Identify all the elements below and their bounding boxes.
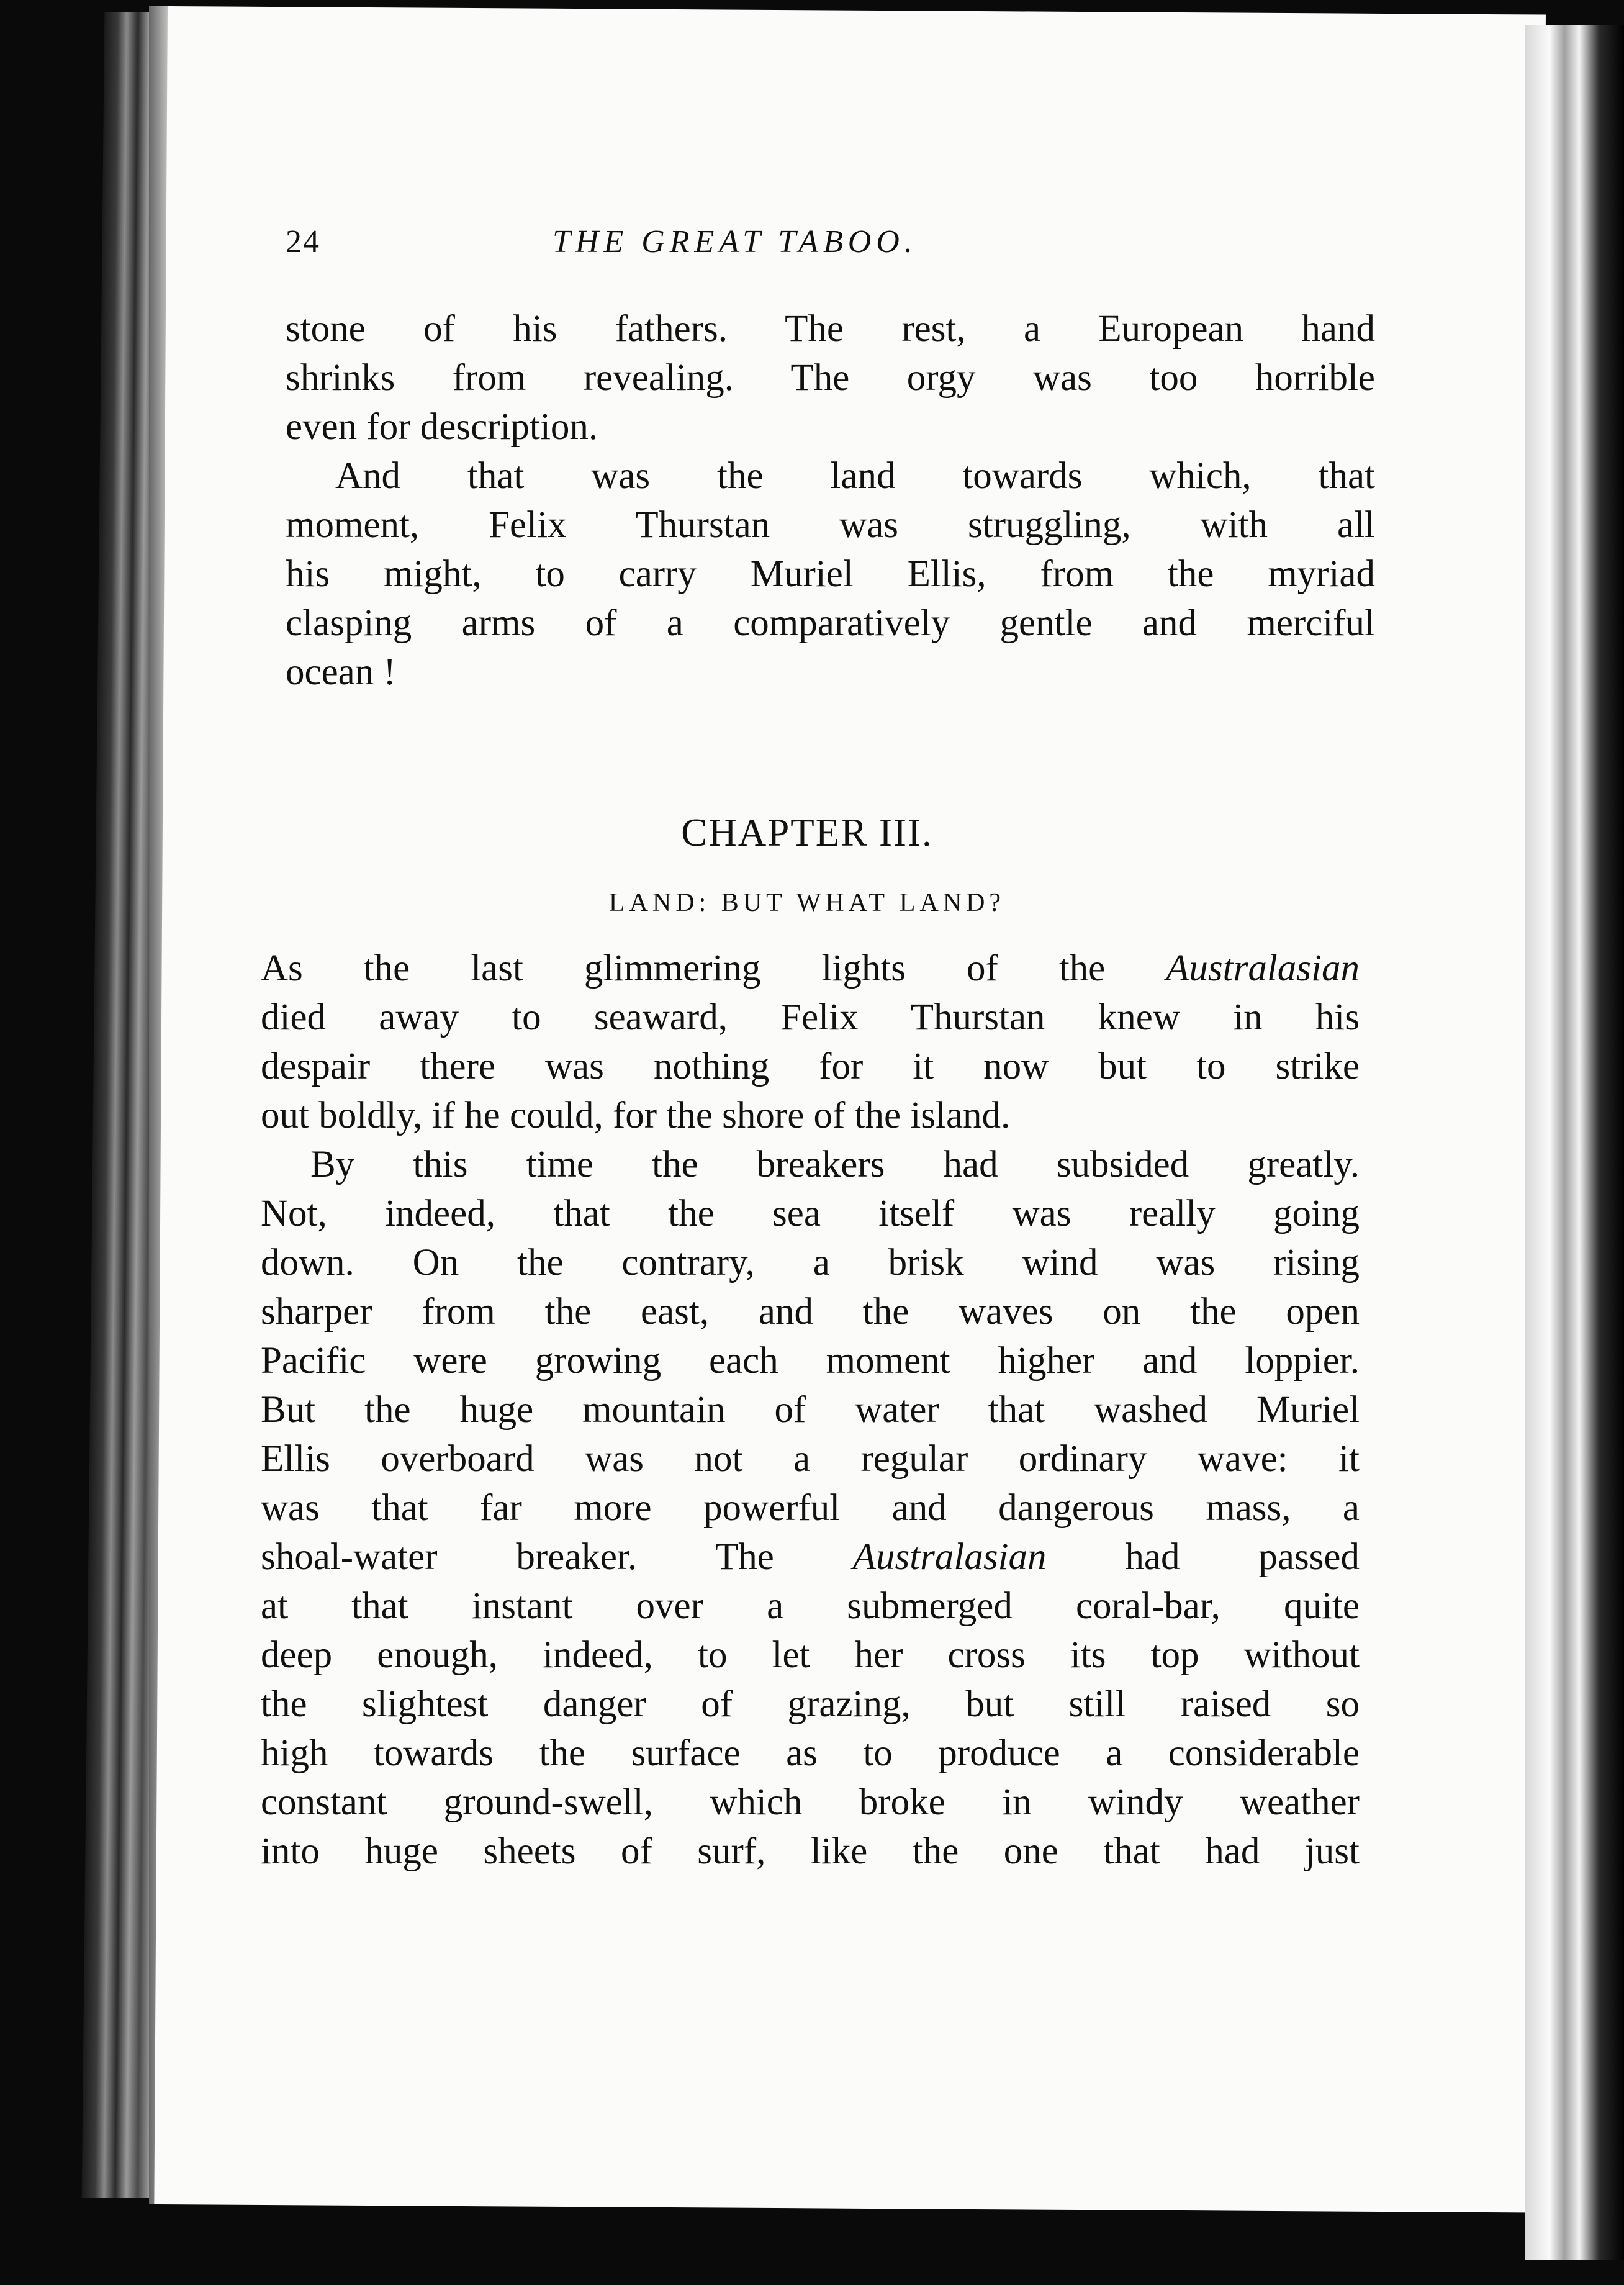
top-text-block bbox=[286, 304, 1375, 697]
text-line: deep enough, indeed, to let her cross its top without bbox=[261, 1634, 1360, 1676]
text-span: shoal-water breaker. The bbox=[261, 1536, 853, 1578]
text-line: shrinks from revealing. The orgy was too horrible bbox=[286, 357, 1375, 399]
text-line bbox=[261, 944, 1360, 993]
chapter-heading: CHAPTER III. bbox=[681, 811, 933, 854]
text-line: stone of his fathers. The rest, a European hand bbox=[286, 308, 1375, 350]
text-line: died away to seaward, Felix Thurstan knew in his bbox=[261, 997, 1360, 1038]
text-line: high towards the surface as to produce a considerable bbox=[261, 1732, 1360, 1774]
text-line: moment, Felix Thurstan was struggling, with all bbox=[286, 504, 1375, 546]
running-title: THE GREAT TABOO. bbox=[553, 224, 918, 260]
text-line: constant ground-swell, which broke in windy weather bbox=[261, 1781, 1360, 1823]
page-number: 24 bbox=[286, 224, 320, 260]
text-line: But the huge mountain of water that washed Muriel bbox=[261, 1389, 1360, 1431]
text-line: the slightest danger of grazing, but still raised so bbox=[261, 1683, 1360, 1725]
text-line: out boldly, if he could, for the shore of the island. bbox=[261, 1095, 1011, 1136]
text-line: sharper from the east, and the waves on the open bbox=[261, 1291, 1360, 1333]
text-line: down. On the contrary, a brisk wind was rising bbox=[261, 1242, 1360, 1283]
paragraph bbox=[261, 944, 1360, 1140]
chapter-subtitle: LAND: BUT WHAT LAND? bbox=[608, 889, 1006, 917]
text-line: even for description. bbox=[286, 406, 598, 448]
ship-name: Australasian bbox=[1166, 948, 1360, 989]
text-line bbox=[261, 1532, 1360, 1581]
paragraph bbox=[286, 451, 1375, 697]
text-span: As the last glimmering lights of the bbox=[261, 948, 1166, 989]
text-line: clasping arms of a comparatively gentle and merciful bbox=[286, 602, 1375, 644]
text-line: And that was the land towards which, that bbox=[335, 455, 1375, 497]
chapter-body bbox=[261, 944, 1360, 1876]
text-line: Ellis overboard was not a regular ordinary wave: it bbox=[261, 1438, 1360, 1480]
text-line: Pacific were growing each moment higher and loppier. bbox=[261, 1340, 1360, 1382]
text-line: at that instant over a submerged coral-bar, quite bbox=[261, 1585, 1360, 1627]
text-line: ocean ! bbox=[286, 651, 396, 693]
continuation-paragraph bbox=[286, 304, 1375, 451]
ship-name: Australasian bbox=[852, 1536, 1047, 1578]
text-line: Not, indeed, that the sea itself was really going bbox=[261, 1193, 1360, 1234]
text-line: despair there was nothing for it now but to strike bbox=[261, 1046, 1360, 1087]
text-span: had passed bbox=[1046, 1536, 1360, 1578]
text-line: into huge sheets of surf, like the one that had just bbox=[261, 1830, 1360, 1872]
text-line: his might, to carry Muriel Ellis, from the myriad bbox=[286, 553, 1375, 595]
text-line: By this time the breakers had subsided greatly. bbox=[310, 1144, 1360, 1185]
right-page-edges bbox=[1525, 25, 1624, 2260]
text-line: was that far more powerful and dangerous mass, a bbox=[261, 1487, 1360, 1529]
paragraph bbox=[261, 1140, 1360, 1876]
